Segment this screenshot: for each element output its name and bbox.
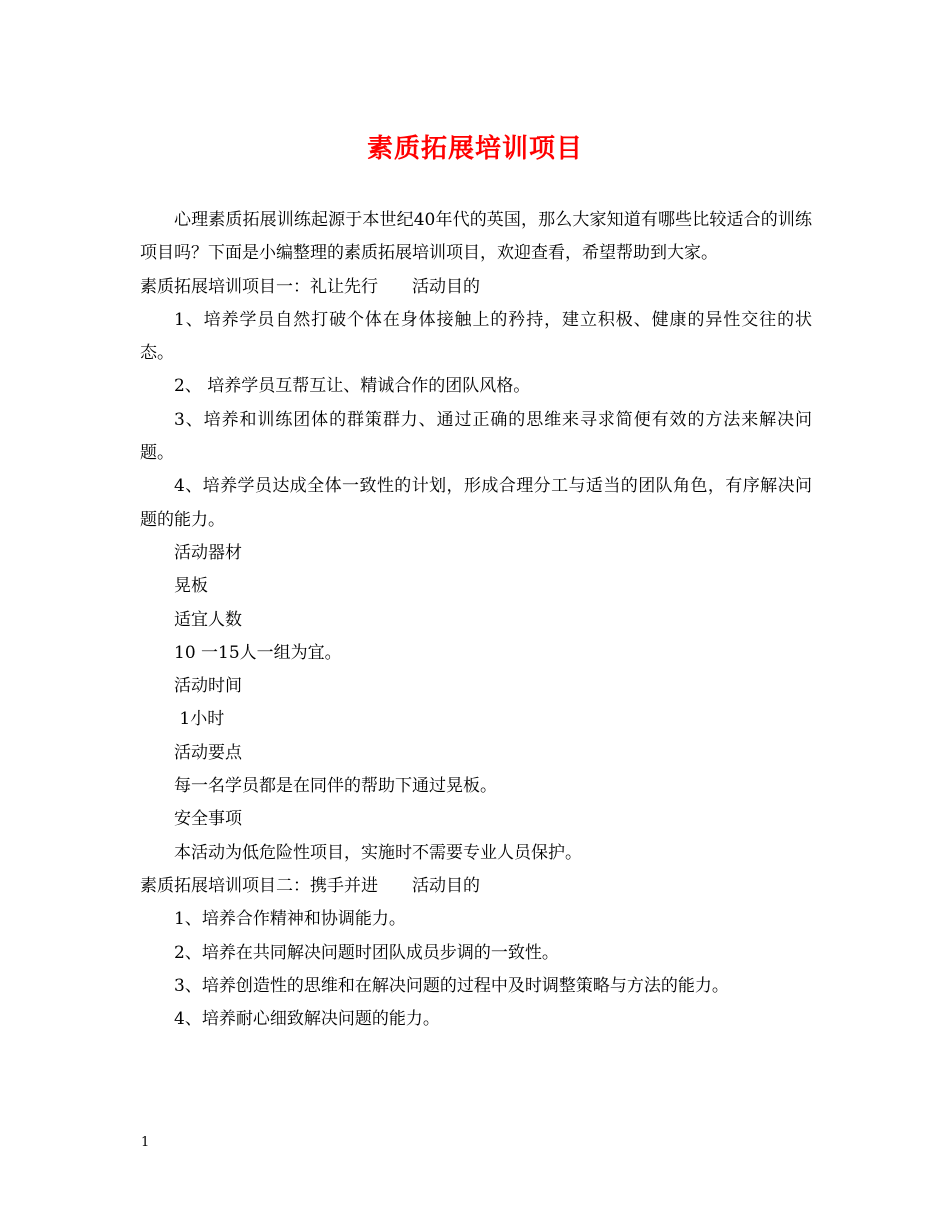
list-item: 1、培养学员自然打破个体在身体接触上的矜持，建立积极、健康的异性交往的状态。 [140,309,812,364]
paragraph: 每一名学员都是在同伴的帮助下通过晃板。 [174,776,497,797]
list-item: 4、培养学员达成全体一致性的计划，形成合理分工与适当的团队角色，有序解决问题的能力。 [140,476,812,530]
subheading-group-size: 适宜人数 [174,609,242,630]
document-title: 素质拓展培训项目 [366,134,583,164]
list-item: 3、培养和训练团体的群策群力、通过正确的思维来寻求简便有效的方法来解决问题。 [140,409,812,464]
section-heading-project-2: 素质拓展培训项目二：携手并进 活动目的 [140,875,480,896]
subheading-safety: 安全事项 [174,809,242,830]
list-item: 1、培养合作精神和协调能力。 [174,909,406,930]
paragraph: 本活动为低危险性项目，实施时不需要专业人员保护。 [174,842,582,863]
list-item: 2、培养在共同解决问题时团队成员步调的一致性。 [174,942,559,963]
subheading-equipment: 活动器材 [174,542,242,563]
subheading-key-points: 活动要点 [174,742,242,763]
list-item: 3、培养创造性的思维和在解决问题的过程中及时调整策略与方法的能力。 [174,975,729,996]
list-item: 4、培养耐心细致解决问题的能力。 [174,1009,440,1030]
paragraph: 10 一15人一组为宜。 [174,642,342,663]
paragraph-intro: 心理素质拓展训练起源于本世纪40年代的英国，那么大家知道有哪些比较适合的训练项目吗？下面是小编整理的素质拓展培训项目，欢迎查看，希望帮助到大家。 [140,210,812,264]
page-number: 1 [141,1135,150,1150]
section-heading-project-1: 素质拓展培训项目一：礼让先行 活动目的 [140,276,480,297]
subheading-duration: 活动时间 [174,676,242,697]
paragraph: 1小时 [174,709,225,730]
list-item: 2、 培养学员互帮互让、精诚合作的团队风格。 [174,376,531,397]
paragraph: 晃板 [174,576,208,597]
document-body [140,204,812,1036]
